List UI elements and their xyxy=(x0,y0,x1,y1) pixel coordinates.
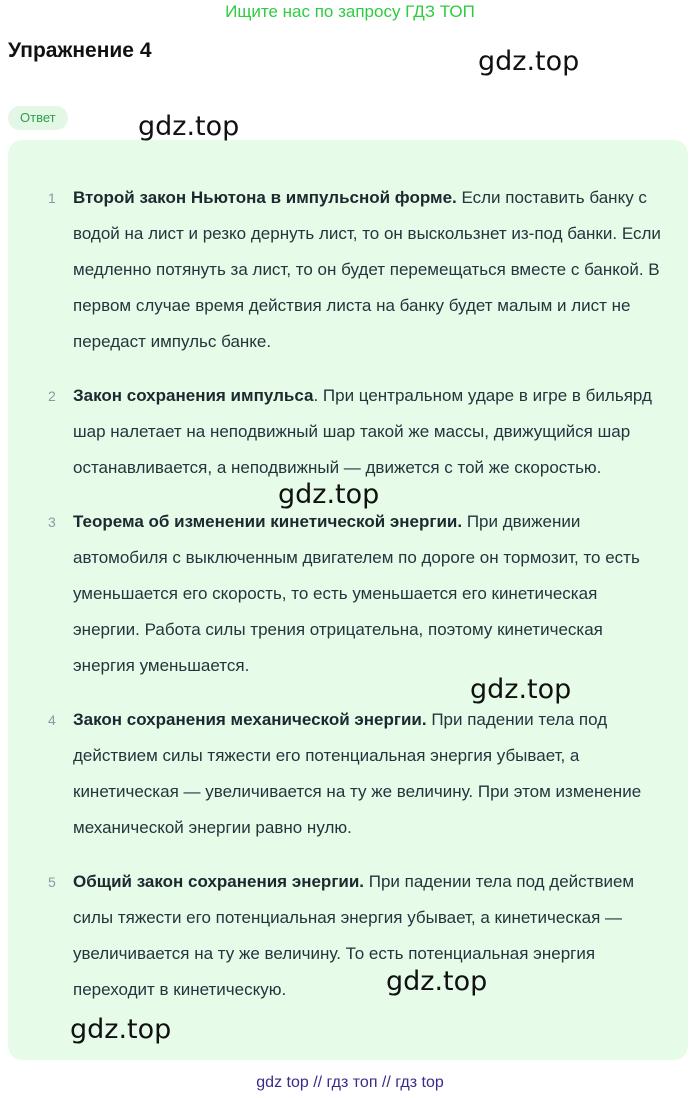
item-heading: Закон сохранения механической энергии. xyxy=(73,710,427,729)
watermark: gdz.top xyxy=(278,479,380,510)
list-item xyxy=(0,378,700,486)
item-number: 1 xyxy=(48,190,56,206)
watermark: gdz.top xyxy=(70,1014,172,1045)
list-item xyxy=(0,702,700,846)
page-title: Упражнение 4 xyxy=(8,39,152,62)
item-heading: Теорема об изменении кинетической энергии. xyxy=(73,512,463,531)
list-item xyxy=(0,504,700,684)
item-body: При падении тела под действием силы тяжести его потенциальная энергия убывает, а кинетическая — увеличивается на ту же величину. При этом изменение механической энергии равно нулю. xyxy=(73,710,642,837)
watermark: gdz.top xyxy=(138,111,240,142)
item-text xyxy=(73,180,664,360)
top-banner[interactable]: Ищите нас по запросу ГДЗ ТОП xyxy=(225,2,475,21)
item-number: 3 xyxy=(48,514,56,530)
answer-list xyxy=(0,180,700,1026)
item-body: При падении тела под действием силы тяжести его потенциальная энергия убывает, а кинетическая — увеличивается на ту же величину. То есть потенциальная энергия переходит в кинетическую. xyxy=(73,872,635,999)
item-body: Если поставить банку с водой на лист и резко дернуть лист, то он выскользнет из-под банки. Если медленно потянуть за лист, то он будет перемещаться вместе с банкой. В первом случае время действия листа на банку будет малым и лист не передаст импульс банке. xyxy=(73,188,661,351)
list-item xyxy=(0,864,700,1008)
item-text xyxy=(73,378,664,486)
item-number: 5 xyxy=(48,874,56,890)
watermark: gdz.top xyxy=(478,46,580,77)
answer-badge[interactable]: Ответ xyxy=(8,106,68,130)
item-text xyxy=(73,504,664,684)
item-number: 4 xyxy=(48,712,56,728)
item-heading: Второй закон Ньютона в импульсной форме. xyxy=(73,188,457,207)
footer-links[interactable]: gdz top // гдз топ // гдз top xyxy=(256,1074,444,1091)
watermark: gdz.top xyxy=(386,966,488,997)
list-item xyxy=(0,180,700,360)
item-text xyxy=(73,702,664,846)
item-body: . При центральном ударе в игре в бильярд шар налетает на неподвижный шар такой же массы, движущийся шар останавливается, а неподвижный — движется с той же скоростью. xyxy=(73,386,652,477)
watermark: gdz.top xyxy=(470,674,572,705)
item-heading: Закон сохранения импульса xyxy=(73,386,314,405)
item-text xyxy=(73,864,664,1008)
item-heading: Общий закон сохранения энергии. xyxy=(73,872,365,891)
item-body: При движении автомобиля с выключенным двигателем по дороге он тормозит, то есть уменьшается его скорость, то есть уменьшается его кинетическая энергии. Работа силы трения отрицательна, поэтому кинетическая энергия уменьшается. xyxy=(73,512,640,675)
item-number: 2 xyxy=(48,388,56,404)
